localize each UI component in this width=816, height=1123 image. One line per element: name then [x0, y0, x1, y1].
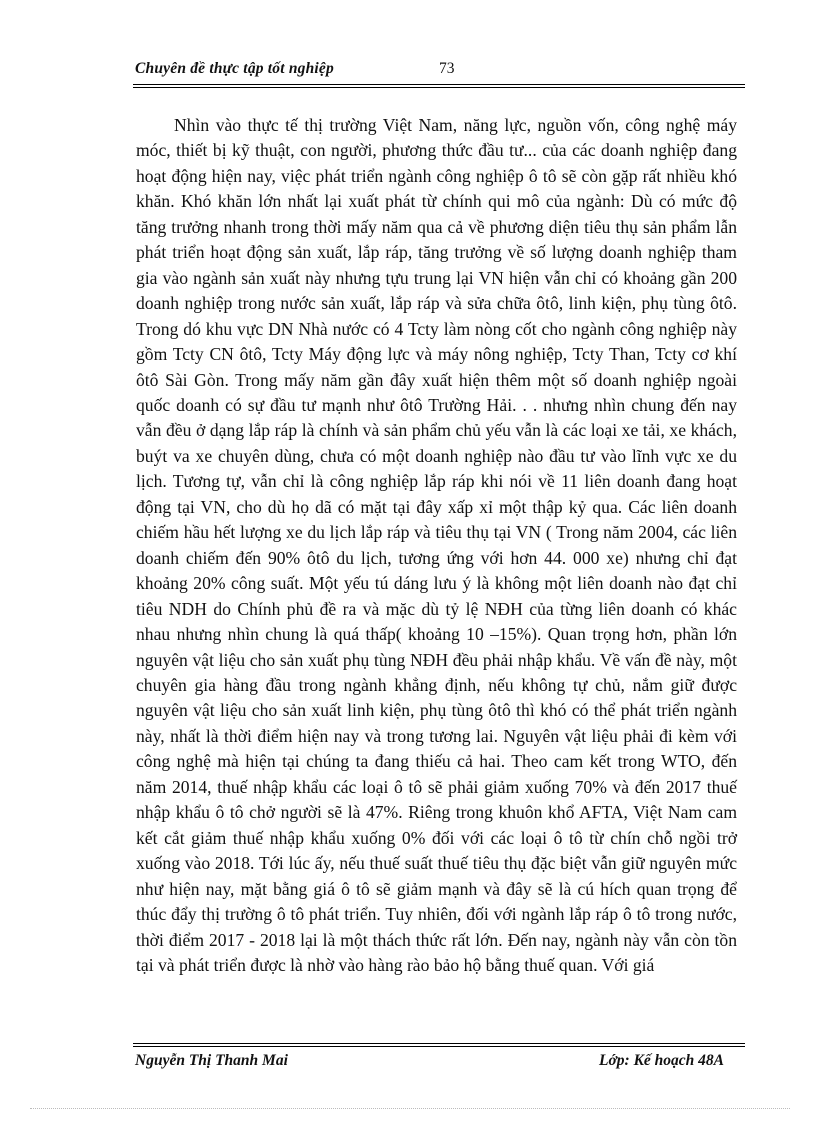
footer-author: Nguyễn Thị Thanh Mai — [135, 1052, 288, 1069]
header-title: Chuyên đề thực tập tốt nghiệp — [135, 60, 334, 77]
body-paragraph: Nhìn vào thực tế thị trường Việt Nam, năng lực, nguồn vốn, công nghệ máy móc, thiết bị kỹ thuật, con người, phương thức đầu tư... của các doanh nghiệp đang hoạt động hiện nay, việc phát triển ngành công nghiệp ô tô sẽ còn gặp rất nhiều khó khăn. Khó khăn lớn nhất lại xuất phát từ chính qui mô của ngành: Dù có mức độ tăng trưởng nhanh trong thời mấy năm qua cả về phương diện tiêu thụ sản phẩm lẫn phát triển hoạt động sản xuất, lắp ráp, tăng trưởng về số lượng doanh nghiệp tham gia vào ngành sản xuất này nhưng tựu trung lại VN hiện vẫn chỉ có khoảng gần 200 doanh nghiệp trong nước sản xuất, lắp ráp và sửa chữa ôtô, linh kiện, phụ tùng ôtô. Trong dó khu vực DN Nhà nước có 4 Tcty làm nòng cốt cho ngành công nghiệp này gồm Tcty CN ôtô, Tcty Máy động lực và máy nông nghiệp, Tcty Than, Tcty cơ khí ôtô Sài Gòn. Trong mấy năm gần đây xuất hiện thêm một số doanh nghiệp ngoài quốc doanh có sự đầu tư mạnh như ôtô Trường Hải. . . nhưng nhìn chung đến nay vẫn đều ở dạng lắp ráp là chính và sản phẩm chủ yếu vẫn là các loại xe tải, xe khách, buýt va xe chuyên dùng, chưa có một doanh nghiệp nào đầu tư vào lĩnh vực xe du lịch. Tương tự, vẫn chỉ là công nghiệp lắp ráp khi nói về 11 liên doanh đang hoạt động tại VN, cho dù họ dã có mặt tại đây xấp xỉ một thập kỷ qua. Các liên doanh chiếm hầu hết lượng xe du lịch lắp ráp và tiêu thụ tại VN ( Trong năm 2004, các liên doanh chiếm đến 90% ôtô du lịch, tương ứng với hơn 44. 000 xe) nhưng chỉ đạt khoảng 20% công suất. Một yếu tú dáng lưu ý là không một liên doanh nào đạt chỉ tiêu NDH do Chính phủ đề ra và mặc dù tỷ lệ NĐH của từng liên doanh có khác nhau nhưng nhìn chung là quá thấp( khoảng 10 –15%). Quan trọng hơn, phần lớn nguyên vật liệu cho sản xuất phụ tùng NĐH đều phải nhập khẩu. Về vấn đề này, một chuyên gia hàng đầu trong ngành khẳng định, nếu không tự chủ, nắm giữ được nguyên vật liệu cho sản xuất linh kiện, phụ tùng ôtô thì khó có thể phát triển ngành này, nhất là thời điểm hiện nay và trong tương lai. Nguyên vật liệu phải đi kèm với công nghệ mà hiện tại chúng ta đang thiếu cả hai. Theo cam kết trong WTO, đến năm 2014, thuế nhập khẩu các loại ô tô sẽ phải giảm xuống 70% và đến 2017 thuế nhập khẩu ô tô chở người sẽ là 47%. Riêng trong khuôn khổ AFTA, Việt Nam cam kết cắt giảm thuế nhập khẩu xuống 0% đối với các loại ô tô từ chín chỗ ngồi trở xuống vào 2018. Tới lúc ấy, nếu thuế suất thuế tiêu thụ đặc biệt vẫn giữ nguyên mức như hiện nay, mặt bằng giá ô tô sẽ giảm mạnh và đây sẽ là cú hích quan trọng để thúc đẩy thị trường ô tô phát triển. Tuy nhiên, đối với ngành lắp ráp ô tô trong nước, thời điểm 2017 - 2018 lại là một thách thức rất lớn. Đến nay, ngành này vẫn còn tồn tại và phát triển được là nhờ vào hàng rào bảo hộ bằng thuế quan. Với giá — [136, 115, 737, 975]
footer-class: Lớp: Kế hoạch 48A — [599, 1052, 724, 1069]
header-rule — [133, 84, 745, 88]
page-number: 73 — [439, 60, 455, 77]
page-edge-divider — [30, 1108, 790, 1109]
page-header — [135, 60, 747, 82]
footer-rule — [133, 1043, 745, 1047]
